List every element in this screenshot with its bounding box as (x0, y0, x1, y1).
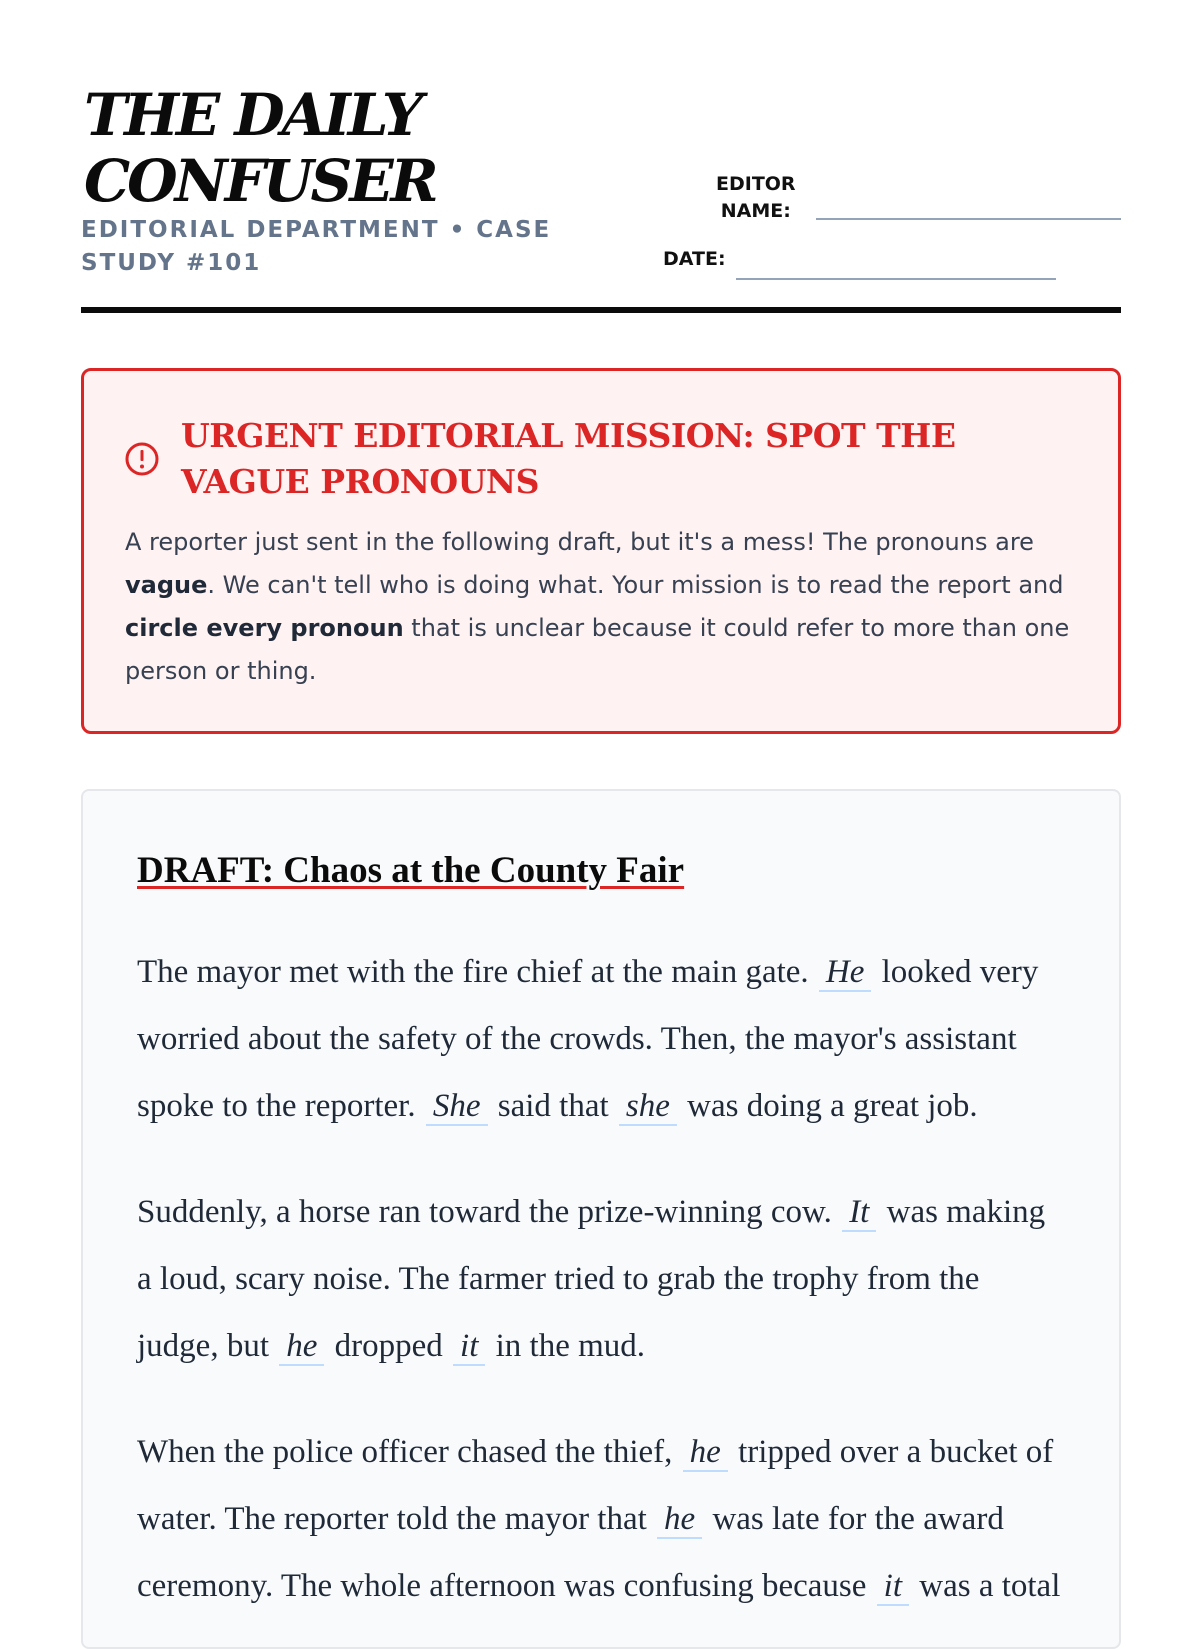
paragraph-text: said that (489, 1088, 617, 1124)
pronoun-she[interactable]: she (619, 1088, 677, 1126)
draft-title (137, 847, 1037, 895)
pronoun-he[interactable]: he (683, 1434, 728, 1472)
draft-article (81, 789, 1121, 1649)
newspaper-title (84, 82, 644, 214)
exclamation-circle-icon (124, 441, 160, 477)
draft-paragraph-1 (137, 939, 1067, 1140)
editor-name-field[interactable] (816, 218, 1121, 220)
pronoun-he[interactable]: he (279, 1328, 324, 1366)
pronoun-it[interactable]: It (842, 1194, 876, 1232)
editor-label-line-2: NAME: (720, 200, 791, 222)
paragraph-text: looked very worried about the safety of the crowds. Then, the mayor's assistant spoke to the reporter. (137, 954, 1039, 1124)
draft-title-text: DRAFT: Chaos at the County Fair (137, 850, 685, 891)
pronoun-it[interactable]: it (453, 1328, 485, 1366)
instructions-bold-vague: vague (125, 571, 208, 599)
editor-name-label (716, 171, 796, 225)
title-line-2: CONFUSER (84, 147, 436, 215)
pronoun-it[interactable]: it (877, 1568, 909, 1606)
instructions-text-3: that is unclear because it could refer to more than one person or thing. (125, 614, 1070, 685)
paragraph-text: was doing a great job. (678, 1088, 978, 1124)
date-label: DATE: (663, 248, 726, 270)
paragraph-text: tripped over a bucket of water. The reporter told the mayor that (137, 1434, 1054, 1537)
editor-label-line-1: EDITOR (716, 173, 796, 195)
paragraph-text: was late for the award ceremony. The whole afternoon was confusing because (137, 1501, 1004, 1604)
mission-title: URGENT EDITORIAL MISSION: SPOT THE VAGUE PRONOUNS (181, 416, 956, 501)
paragraph-text: The mayor met with the fire chief at the main gate. (137, 954, 817, 990)
pronoun-he[interactable]: he (657, 1501, 702, 1539)
paragraph-text: was making a loud, scary noise. The farmer tried to grab the trophy from the judge, but (137, 1194, 1046, 1364)
mission-instructions (125, 521, 1085, 693)
header-divider (81, 307, 1121, 313)
title-line-1: THE DAILY (84, 81, 421, 149)
paragraph-text: When the police officer chased the thief, (137, 1434, 681, 1470)
department-subtitle: EDITORIAL DEPARTMENT • CASE STUDY #101 (81, 217, 552, 276)
draft-paragraph-2 (137, 1179, 1067, 1380)
pronoun-he[interactable]: He (819, 954, 871, 992)
instructions-text-1: A reporter just sent in the following draft, but it's a mess! The pronouns are (125, 528, 1034, 556)
mission-alert (81, 368, 1121, 734)
instructions-bold-circle: circle every pronoun (125, 614, 404, 642)
date-field[interactable] (736, 278, 1056, 280)
instructions-text-2: . We can't tell who is doing what. Your mission is to read the report and (207, 571, 1064, 599)
paragraph-text: in the mud. (487, 1328, 646, 1364)
pronoun-she[interactable]: She (426, 1088, 488, 1126)
draft-paragraph-3 (137, 1419, 1067, 1620)
paragraph-text: dropped (326, 1328, 452, 1364)
paragraph-text: was a total (911, 1568, 1061, 1604)
paragraph-text: Suddenly, a horse ran toward the prize-winning cow. (137, 1194, 841, 1230)
